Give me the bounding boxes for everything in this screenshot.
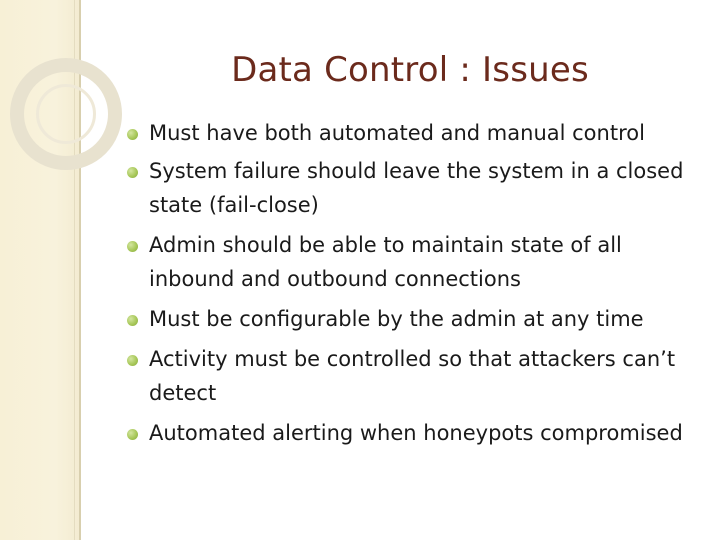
bullet-item xyxy=(0,302,720,336)
bullet-text: Admin should be able to maintain state of all inbound and outbound connections xyxy=(149,233,622,291)
bullet-icon xyxy=(127,129,138,140)
bullet-list xyxy=(0,116,720,456)
bullet-item xyxy=(0,154,720,222)
bullet-text: Activity must be controlled so that attackers can’t detect xyxy=(149,347,676,405)
slide-title: Data Control : Issues xyxy=(231,50,589,90)
bullet-icon xyxy=(127,429,138,440)
bullet-item xyxy=(0,228,720,296)
bullet-item xyxy=(0,342,720,410)
bullet-text: Must have both automated and manual control xyxy=(149,121,645,145)
bullet-icon xyxy=(127,241,138,252)
bullet-icon xyxy=(127,355,138,366)
bullet-text: System failure should leave the system in a closed state (fail-close) xyxy=(149,159,684,217)
bullet-item xyxy=(0,116,720,150)
bullet-icon xyxy=(127,315,138,326)
bullet-item xyxy=(0,416,720,450)
bullet-text: Automated alerting when honeypots compromised xyxy=(149,421,683,445)
bullet-icon xyxy=(127,167,138,178)
bullet-text: Must be configurable by the admin at any time xyxy=(149,307,644,331)
